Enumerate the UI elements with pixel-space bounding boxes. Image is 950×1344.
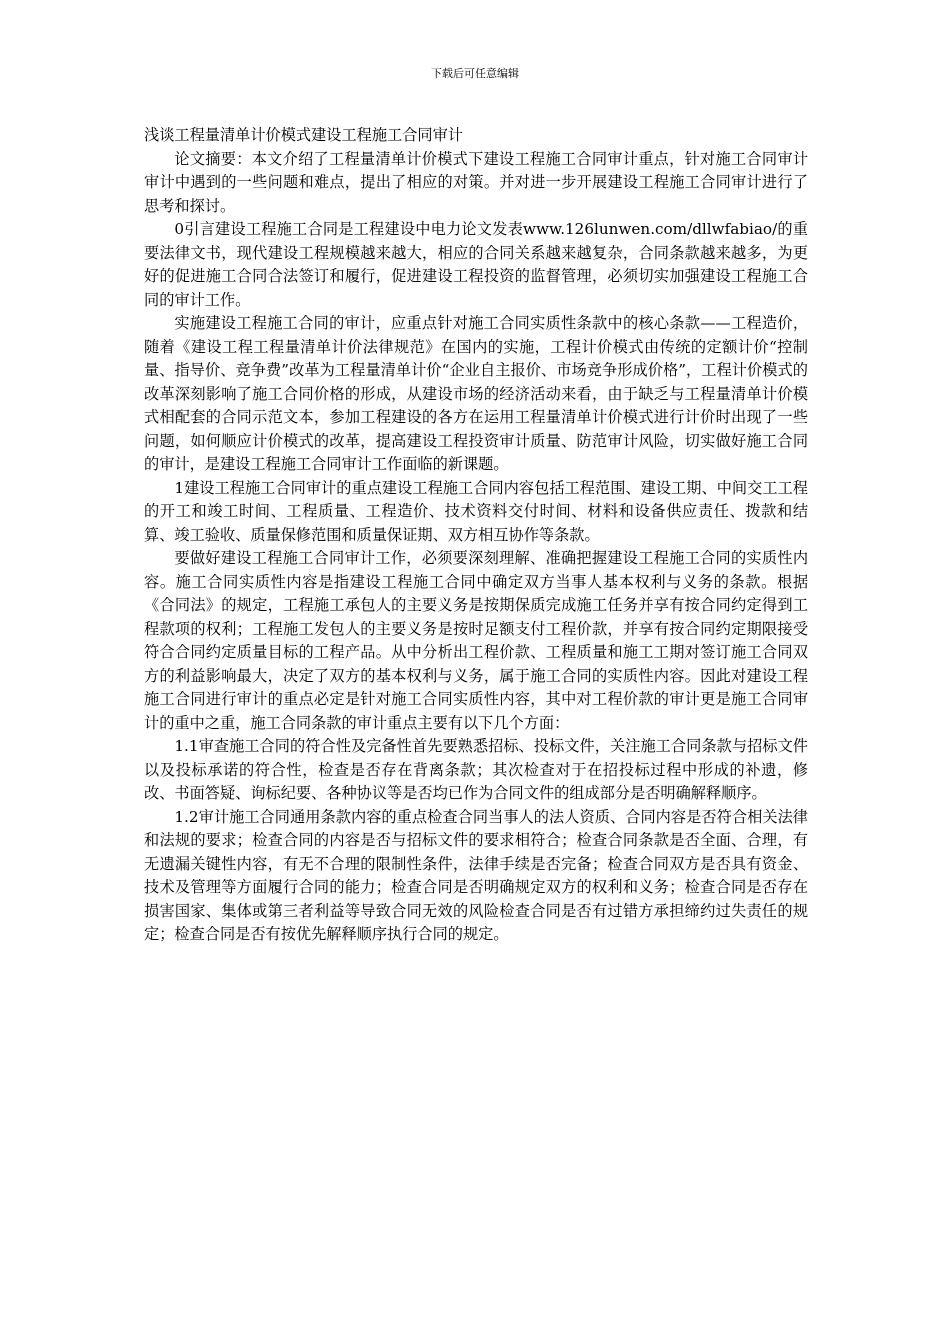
- paragraph-section-1-1: 1.1审查施工合同的符合性及完备性首先要熟悉招标、投标文件，关注施工合同条款与招标文件以及投标承诺的符合性，检查是否存在背离条款；其次检查对于在招投标过程中形成的补遗，修改、书面答疑、询标纪要、各种协议等是否均已作为合同文件的组成部分是否明确解释顺序。: [144, 737, 808, 802]
- paragraph-section-1: 1建设工程施工合同审计的重点建设工程施工合同内容包括工程范围、建设工期、中间交工工程的开工和竣工时间、工程质量、工程造价、技术资料交付时间、材料和设备供应责任、拨款和结算、竣工验收、质量保修范围和质量保证期、双方相互协作等条款。: [144, 478, 808, 544]
- document-title: 浅谈工程量清单计价模式建设工程施工合同审计: [144, 126, 463, 144]
- paragraph-pricing-reform: 实施建设工程施工合同的审计，应重点针对施工合同实质性条款中的核心条款——工程造价，随着《建设工程工程量清单计价法律规范》在国内的实施，工程计价模式由传统的定额计价“控制量、指导价、竞争费”改革为工程量清单计价“企业自主报价、市场竞争形成价格”，工程计价模式的改革深刻影响了施工合同价格的形成，从建设市场的经济活动来看，由于缺乏与工程量清单计价模式相配套的合同示范文本，参加工程建设的各方在运用工程量清单计价模式进行计价时出现了一些问题，如何顺应计价模式的改革，提高建设工程投资审计质量、防范审计风险，切实做好施工合同的审计，是建设工程施工合同审计工作面临的新课题。: [144, 314, 808, 473]
- paragraph-substantive-content: 要做好建设工程施工合同审计工作，必须要深刻理解、准确把握建设工程施工合同的实质性内容。施工合同实质性内容是指建设工程施工合同中确定双方当事人基本权利与义务的条款。根据《合同法》的规定，工程施工承包人的主要义务是按期保质完成施工任务并享有按合同约定得到工程款项的权利；工程施工发包人的主要义务是按时足额支付工程价款，并享有按合同约定期限接受符合合同约定质量目标的工程产品。从中分析出工程价款、工程质量和施工工期对签订施工合同双方的利益影响最大，决定了双方的基本权利与义务，属于施工合同的实质性内容。因此对建设工程施工合同进行审计的重点必定是针对施工合同实质性内容，其中对工程价款的审计更是施工合同审计的重中之重，施工合同条款的审计重点主要有以下几个方面：: [144, 549, 808, 732]
- page-header: 下载后可任意编辑: [431, 67, 519, 80]
- paragraph-abstract: 论文摘要：本文介绍了工程量清单计价模式下建设工程施工合同审计重点，针对施工合同审计审计中遇到的一些问题和难点，提出了相应的对策。并对进一步开展建设工程施工合同审计进行了思考和探讨。: [144, 149, 808, 215]
- paragraph-section-1-2: 1.2审计施工合同通用条款内容的重点检查合同当事人的法人资质、合同内容是否符合相关法律和法规的要求；检查合同的内容是否与招标文件的要求相符合；检查合同条款是否全面、合理，有无遗漏关键性内容，有无不合理的限制性条件，法律手续是否完备；检查合同双方是否具有资金、技术及管理等方面履行合同的能力；检查合同是否明确规定双方的权利和义务；检查合同是否存在损害国家、集体或第三者利益等导致合同无效的风险检查合同是否有过错方承担缔约过失责任的规定；检查合同是否有按优先解释顺序执行合同的规定。: [144, 807, 808, 943]
- paragraph-introduction: 0引言建设工程施工合同是工程建设中电力论文发表www.126lunwen.com/dllwfabiao/的重要法律文书，现代建设工程规模越来越大，相应的合同关系越来越复杂，合同条款越来越多，为更好的促进施工合同合法签订和履行，促进建设工程投资的监督管理，必须切实加强建设工程施工合同的审计工作。: [144, 220, 808, 309]
- document-body: [144, 124, 808, 947]
